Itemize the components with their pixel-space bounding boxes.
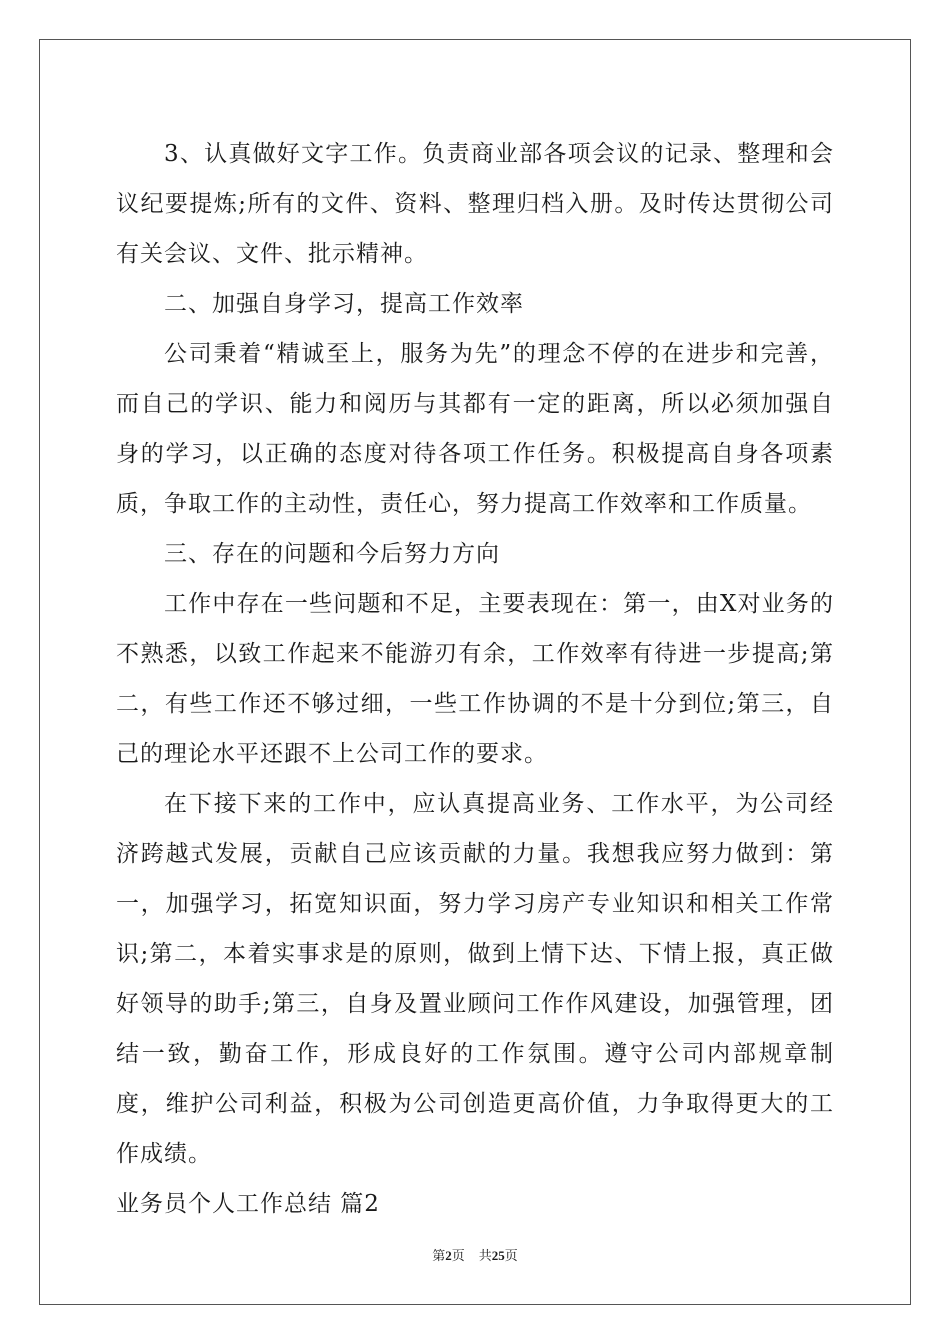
page-footer (0, 1245, 950, 1264)
page-number: 2 (445, 1248, 452, 1263)
section-heading-2: 二、加强自身学习，提高工作效率 (164, 291, 524, 317)
article-title-part-2: 业务员个人工作总结 篇2 (116, 1191, 380, 1217)
paragraph-item-3: 3、认真做好文字工作。负责商业部各项会议的记录、整理和会议纪要提炼;所有的文件、资料、整理归档入册。及时传达贯彻公司有关会议、文件、批示精神。 (116, 141, 834, 267)
document-body (116, 129, 834, 1229)
paragraph-study: 公司秉着“精诚至上，服务为先”的理念不停的在进步和完善，而自己的学识、能力和阅历与其都有一定的距离，所以必须加强自身的学习，以正确的态度对待各项工作任务。积极提高自身各项素质，争取工作的主动性，责任心，努力提高工作效率和工作质量。 (116, 341, 834, 517)
page-prefix: 第 (432, 1249, 446, 1264)
page-suffix: 页 (451, 1249, 465, 1264)
paragraph-plans: 在下接下来的工作中，应认真提高业务、工作水平，为公司经济跨越式发展，贡献自己应该贡献的力量。我想我应努力做到：第一，加强学习，拓宽知识面，努力学习房产专业知识和相关工作常识;第二，本着实事求是的原则，做到上情下达、下情上报，真正做好领导的助手;第三，自身及置业顾问工作作风建设，加强管理，团结一致，勤奋工作，形成良好的工作氛围。遵守公司内部规章制度，维护公司利益，积极为公司创造更高价值，力争取得更大的工作成绩。 (116, 791, 834, 1167)
paragraph-problems: 工作中存在一些问题和不足，主要表现在：第一，由X对业务的不熟悉，以致工作起来不能游刃有余，工作效率有待进一步提高;第二，有些工作还不够过细，一些工作协调的不是十分到位;第三，自己的理论水平还跟不上公司工作的要求。 (116, 591, 834, 767)
total-prefix: 共 (478, 1249, 492, 1264)
total-suffix: 页 (504, 1249, 518, 1264)
total-pages: 25 (491, 1248, 505, 1263)
section-heading-3: 三、存在的问题和今后努力方向 (164, 541, 500, 567)
